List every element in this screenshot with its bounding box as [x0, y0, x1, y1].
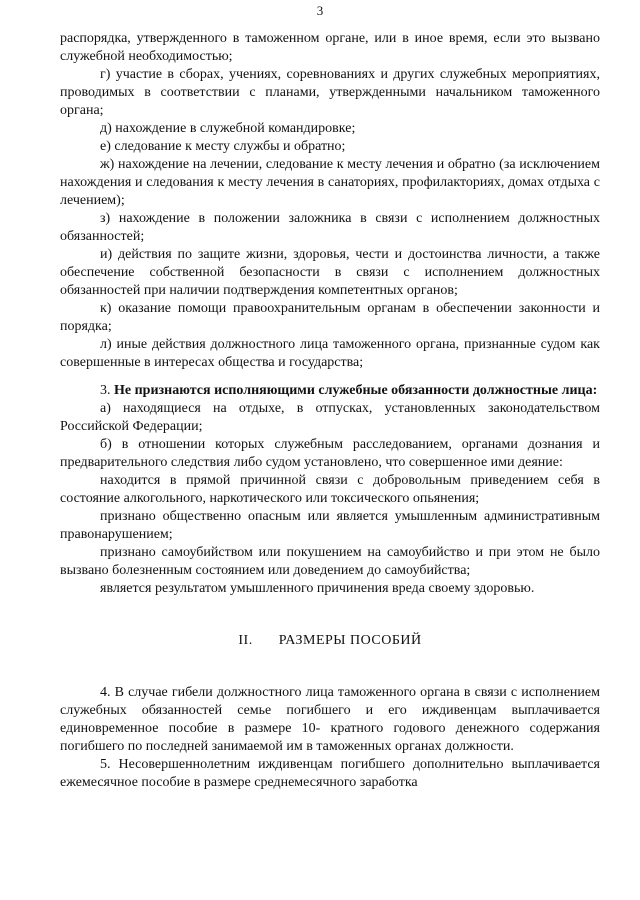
list-item-g: г) участие в сборах, учениях, соревнованиях и других служебных мероприятиях, проводимых в соответствии с планами, утвержденными начальником таможенного органа;: [60, 67, 600, 118]
list-item-l: л) иные действия должностного лица таможенного органа, признанные судом как совершенные в интересах общества и государства;: [60, 337, 600, 370]
sub-item-3: признано самоубийством или покушением на самоубийство и при этом не было вызвано болезненным состоянием или доведением до самоубийства;: [60, 545, 600, 578]
section-heading-title: РАЗМЕРЫ ПОСОБИЙ: [278, 633, 422, 648]
list-item-i: и) действия по защите жизни, здоровья, чести и достоинства личности, а также обеспечение собственной безопасности в связи с исполнением должностных обязанностей при наличии подтверждения компетентных органов;: [60, 247, 600, 298]
clause-3-bold-text: Не признаются исполняющими служебные обязанности должностные лица:: [114, 383, 598, 398]
sub-item-1: находится в прямой причинной связи с добровольным приведением себя в состояние алкогольного, наркотического или токсического опьянения;: [60, 473, 600, 506]
list-item-e: е) следование к месту службы и обратно;: [100, 139, 346, 154]
section-heading: [60, 632, 600, 650]
clause-3-number: 3.: [100, 383, 111, 398]
clause-4: 4. В случае гибели должностного лица таможенного органа в связи с исполнением служебных обязанностей семье погибшего и его иждивенцам выплачивается единовременное пособие в размере 10- кратного годового денежного содержания погибшего по последней занимаемой им в таможенных органах должности.: [60, 685, 600, 754]
document-body: [60, 30, 600, 792]
sub-item-2: признано общественно опасным или является умышленным административным правонарушением;: [60, 509, 600, 542]
list-item-z: з) нахождение в положении заложника в связи с исполнением должностных обязанностей;: [60, 211, 600, 244]
paragraph-continuation: распорядка, утвержденного в таможенном органе, или в иное время, если это вызвано служебной необходимостью;: [60, 31, 600, 64]
section-heading-number: II.: [238, 633, 253, 648]
clause-5: 5. Несовершеннолетним иждивенцам погибшего дополнительно выплачивается ежемесячное пособие в размере среднемесячного заработка: [60, 757, 600, 790]
list-item-k: к) оказание помощи правоохранительным органам в обеспечении законности и порядка;: [60, 301, 600, 334]
page-number: 3: [316, 3, 324, 18]
list-item-a: а) находящиеся на отдыхе, в отпусках, установленных законодательством Российской Федерации;: [60, 401, 600, 434]
list-item-zh: ж) нахождение на лечении, следование к месту лечения и обратно (за исключением нахождения и следования к месту лечения в санаториях, профилакториях, домах отдыха с лечением);: [60, 157, 600, 208]
list-item-d: д) нахождение в служебной командировке;: [100, 121, 356, 136]
clause-3: [60, 382, 600, 400]
sub-item-4: является результатом умышленного причинения вреда своему здоровью.: [100, 581, 535, 596]
list-item-b: б) в отношении которых служебным расследованием, органами дознания и предварительного следствия либо судом установлено, что совершенное ими деяние:: [60, 437, 600, 470]
